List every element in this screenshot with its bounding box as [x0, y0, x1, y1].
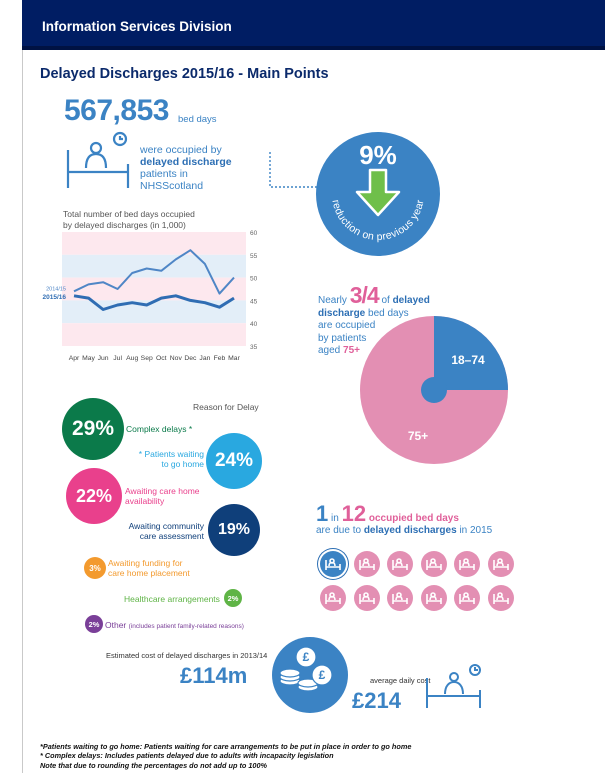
- tq-rest1: bed days: [368, 307, 409, 319]
- reason-care-home-l2: availability: [125, 496, 165, 506]
- bed-icon: [387, 585, 413, 611]
- chart-title-line1: Total number of bed days occupied: [63, 209, 195, 219]
- oit-line2c: in 2015: [459, 525, 493, 536]
- x-tick-label: Nov: [169, 355, 182, 362]
- x-tick-label: Oct: [155, 355, 167, 362]
- pie-label-18-74: 18–74: [451, 353, 485, 367]
- chart-title-line2: by delayed discharges (in 1,000): [63, 220, 186, 230]
- y-tick-label: 50: [250, 275, 258, 283]
- bed-icon: [488, 551, 514, 577]
- bed-icon: [320, 585, 346, 611]
- reason-funding-circle: 3%: [84, 557, 106, 579]
- y-tick-label: 35: [250, 344, 258, 351]
- patient-bed-icon-small: [424, 664, 486, 710]
- reason-community-label: [118, 521, 204, 541]
- chart-band-3: [62, 300, 246, 323]
- tq-of: of: [381, 295, 390, 306]
- bed-icon: [488, 585, 514, 611]
- header-bar: [22, 0, 605, 50]
- bed-icon: [454, 585, 480, 611]
- daily-cost-label: average daily cost: [370, 676, 431, 685]
- footnote-1: *Patients waiting to go home: Patients waiting for care arrangements to be put in place in order to go home: [40, 742, 412, 751]
- reduction-text: reduction on previous year: [329, 198, 427, 244]
- bed-days-line4: NHSScotland: [140, 180, 204, 192]
- bed-icon-highlighted: [320, 551, 346, 577]
- bed-days-description: [140, 144, 280, 192]
- bed-days-line3: patients in: [140, 168, 188, 180]
- reason-waiting-home-l2: to go home: [161, 459, 204, 469]
- x-tick-label: Apr: [68, 355, 80, 362]
- reason-waiting-home-circle: 24%: [206, 433, 262, 489]
- chart-band-0: [62, 232, 246, 255]
- oit-twelve: 12: [341, 501, 367, 526]
- y-tick-label: 60: [250, 230, 258, 237]
- reasons-title: Reason for Delay: [193, 402, 259, 412]
- bed-days-bold: delayed discharge: [140, 156, 232, 168]
- oit-in: in: [331, 513, 339, 524]
- series-label-2015-16: 2015/16: [42, 293, 66, 301]
- oit-line2b: delayed discharges: [363, 525, 457, 536]
- bed-days-unit: bed days: [178, 114, 217, 125]
- oit-bold: occupied bed days: [368, 513, 459, 524]
- reason-funding-label: [108, 558, 190, 578]
- pie-center: [421, 377, 447, 403]
- svg-text:£: £: [318, 668, 326, 682]
- svg-text:reduction on previous year: [329, 199, 426, 244]
- bed-icon: [454, 551, 480, 577]
- age-pie-chart: [358, 314, 510, 466]
- oit-line2a: are due to: [316, 525, 362, 536]
- daily-cost-value: £214: [352, 688, 401, 713]
- y-tick-label: 45: [250, 298, 258, 306]
- bed-icon: [421, 585, 447, 611]
- reason-complex-circle: 29%: [62, 398, 124, 460]
- x-tick-label: Feb: [213, 355, 226, 362]
- reason-complex-label: Complex delays *: [126, 424, 193, 434]
- oit-one: 1: [316, 501, 329, 526]
- tq-rest2: are occupied: [318, 320, 376, 331]
- x-tick-label: Jan: [199, 355, 211, 362]
- reduction-text-arc: [316, 132, 440, 256]
- bed-icon: [421, 551, 447, 577]
- header-title: Information Services Division: [42, 19, 232, 34]
- reason-other-label: [105, 620, 244, 632]
- one-in-twelve-text: [316, 501, 506, 537]
- svg-text:£: £: [302, 650, 310, 664]
- reason-funding-l1: Awaiting funding for: [108, 558, 183, 568]
- page-title: Delayed Discharges 2015/16 - Main Points: [40, 66, 329, 82]
- bed-days-line1: were occupied by: [140, 144, 222, 156]
- x-tick-label: Aug: [126, 355, 139, 362]
- reason-care-home-circle: 22%: [66, 468, 122, 524]
- footnotes: [40, 742, 411, 770]
- bed-days-number: 567,853: [64, 94, 169, 127]
- patient-bed-icon: [64, 132, 134, 190]
- reason-healthcare-circle: 2%: [224, 589, 242, 607]
- x-tick-label: May: [82, 355, 95, 362]
- reason-other-l1: Other: [105, 620, 127, 630]
- reason-community-l1: Awaiting community: [128, 521, 204, 531]
- y-tick-label: 40: [250, 321, 258, 329]
- x-tick-label: Dec: [184, 355, 197, 362]
- bed-icon: [387, 551, 413, 577]
- line-chart: [42, 228, 273, 368]
- x-tick-label: Mar: [228, 355, 240, 362]
- x-tick-label: Sep: [140, 355, 153, 362]
- estimated-cost-value: £114m: [180, 663, 248, 688]
- tq-nearly: Nearly: [318, 295, 347, 306]
- footnote-2: * Complex delays: Includes patients delayed due to adults with incapacity legislation: [40, 751, 334, 761]
- tq-rest3: by patients: [318, 332, 367, 344]
- chart-band-2: [62, 278, 246, 301]
- reason-community-l2: care assessment: [139, 531, 204, 541]
- reason-community-circle: 19%: [208, 504, 260, 556]
- tq-bold2: discharge: [318, 307, 366, 319]
- chart-band-4: [62, 323, 246, 346]
- series-label-2014-15: 2014/15: [46, 286, 66, 293]
- tq-bold1: delayed: [392, 295, 430, 306]
- tq-fraction: 3/4: [349, 282, 379, 308]
- pie-label-75plus: 75+: [407, 429, 429, 443]
- reason-waiting-home-label: [130, 449, 204, 469]
- reason-other-sub: (includes patient family-related reasons): [128, 623, 244, 630]
- tq-aged: aged: [318, 345, 341, 356]
- y-tick-label: 55: [250, 252, 258, 260]
- bed-icon: [354, 585, 380, 611]
- reason-healthcare-label: Healthcare arrangements: [124, 594, 220, 604]
- estimated-cost-label: Estimated cost of delayed discharges in 2013/14: [106, 651, 268, 660]
- reason-funding-l2: care home placement: [108, 568, 190, 578]
- x-tick-label: Jun: [97, 355, 109, 362]
- reason-waiting-home-l1: * Patients waiting: [138, 449, 204, 459]
- bed-icon: [354, 551, 380, 577]
- reason-care-home-l1: Awaiting care home: [125, 486, 200, 496]
- reduction-percent: 9%: [359, 140, 397, 170]
- footnote-3: Note that due to rounding the percentages do not add up to 100%: [40, 760, 268, 770]
- x-tick-label: Jul: [113, 355, 122, 362]
- tq-age: 75+: [343, 345, 360, 356]
- reason-other-circle: 2%: [85, 615, 103, 633]
- coins-icon: [270, 635, 350, 715]
- reason-care-home-label: [125, 486, 200, 506]
- chart-band-1: [62, 255, 246, 278]
